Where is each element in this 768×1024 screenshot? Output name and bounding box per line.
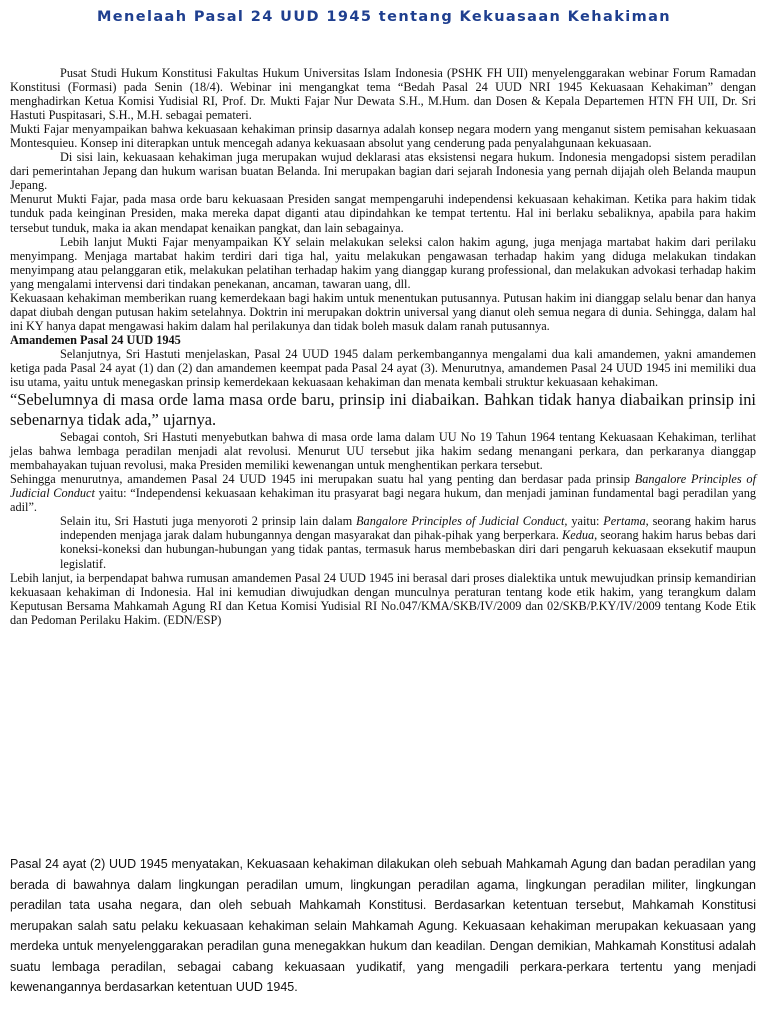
page-title: Menelaah Pasal 24 UUD 1945 tentang Kekuasaan Kehakiman — [96, 9, 672, 25]
text-run: yaitu: — [567, 514, 604, 529]
paragraph-orde-baru: Menurut Mukti Fajar, pada masa orde baru kekuasaan Presiden sangat mempengaruhi independensi kekuasaan kehakiman. Ketika para hakim tidak tunduk pada keinginan Presiden, maka mereka dapat diganti atau dipindahkan ke tempat tertentu. Hal ini berlaku sebaliknya, apabila para hakim tersebut tunduk, maka ia akan mendapat kenaikan pangkat, dan lain sebagainya. — [10, 192, 756, 235]
paragraph-two-principles — [10, 514, 756, 570]
italic-text: Kedua — [562, 528, 595, 543]
text-run: yaitu: “Independensi kekuasaan kehakiman itu prasyarat bagi negara hukum, dan menjadi jaminan fundamental bagi peradilan yang adil”. — [10, 486, 757, 515]
text-run: , seorang hakim harus bebas dari koneksi-koneksi dan hubungan-hubungan yang tidak pantas, termasuk harus membebaskan diri dari pengaruh kekuasaan eksekutif maupun legislatif. — [60, 528, 756, 571]
paragraph-kode-etik: Lebih lanjut, ia berpendapat bahwa rumusan amandemen Pasal 24 UUD 1945 ini berasal dari proses dialektika untuk mewujudkan prinsip kemandirian kekuasaan kehakiman di Indonesia. Hal ini kemudian diwujudkan dengan munculnya peraturan tentang kode etik hakim, yang terangkum dalam Keputusan Bersama Mahkamah Agung RI dan Ketua Komisi Yudisial RI No.047/KMA/SKB/IV/2009 dan 02/SKB/P.KY/IV/2009 tentang Kode Etik dan Pedoman Perilaku Hakim. (EDN/ESP) — [10, 570, 756, 627]
paragraph-orde-lama-example: Sebagai contoh, Sri Hastuti menyebutkan bahwa di masa orde lama dalam UU No 19 Tahun 1964 tentang Kekuasaan Kehakiman, terlihat jelas bahwa lembaga peradilan menjadi alat revolusi. Menurut UU tersebut jika hakim sedang menangani perkara, dan perkaranya dianggap membahayakan tujuan revolusi, maka Presiden memiliki kewenangan untuk menghentikan perkara tersebut. — [10, 430, 756, 473]
paragraph-ky-martabat: Lebih lanjut Mukti Fajar menyampaikan KY selain melakukan seleksi calon hakim agung, juga menjaga martabat hakim dari perilaku menyimpang. Menjaga martabat hakim terdiri dari tiga hal, yaitu melakukan pengawasan terhadap hakim yang diduga melakukan tindakan menyimpang atau pelanggaran etik, melakukan pelatihan terhadap hakim yang dianggap kurang professional, dan melakukan advokasi terhadap hakim yang mengalami intervensi dari tindakan penekanan, ancaman, tawaran uang, dll. — [10, 234, 756, 291]
paragraph-intro: Pusat Studi Hukum Konstitusi Fakultas Hukum Universitas Islam Indonesia (PSHK FH UII) menyelenggarakan webinar Forum Ramadan Konstitusi (Formasi) pada Senin (18/4). Webinar ini mengangkat tema “Bedah Pasal 24 UUD NRI 1945 Kekuasaan Kehakiman” dengan menghadirkan Ketua Komisi Yudisial RI, Prof. Dr. Mukti Fajar Nur Dewata S.H., M.Hum. dan Dosen & Kepala Departemen HTN FH UII, Dr. Sri Hastuti Puspitasari, S.H., M.H. sebagai pemateri. — [10, 66, 756, 123]
paragraph-bangalore-principle — [10, 472, 756, 514]
italic-text: Bangalore Principles of Judicial Conduct, — [356, 514, 568, 529]
italic-text: Pertama — [603, 514, 646, 529]
paragraph-putusan-hakim: Kekuasaan kehakiman memberikan ruang kemerdekaan bagi hakim untuk menentukan putusannya. Putusan hakim ini dianggap selalu benar dan hanya dapat diubah dengan putusan hakim setelahnya. Doktrin ini merupakan doktrin universal yang dianut oleh semua negara di dunia. Sehingga, dalam hal ini KY hanya dapat mengawasi hakim dalam hal perilakunya dan tidak boleh masuk dalam ranah putusannya. — [10, 290, 756, 333]
closing-paragraph: Pasal 24 ayat (2) UUD 1945 menyatakan, Kekuasaan kehakiman dilakukan oleh sebuah Mahkamah Agung dan badan peradilan yang berada di bawahnya dalam lingkungan peradilan umum, lingkungan peradilan agama, lingkungan peradilan militer, lingkungan peradilan tata usaha negara, dan oleh sebuah Mahkamah Konstitusi. Berdasarkan ketentuan tersebut, Mahkamah Konstitusi merupakan salah satu pelaku kekuasaan kehakiman selain Mahkamah Agung. Kekuasaan kehakiman merupakan kekuasaan yang merdeka untuk menyelenggarakan peradilan guna menegakkan hukum dan keadilan. Dengan demikian, Mahkamah Konstitusi adalah suatu lembaga peradilan, sebagai cabang kekuasaan yudikatif, yang mengadili perkara-perkara tertentu yang menjadi kewenangannya berdasarkan ketentuan UUD 1945. — [10, 857, 756, 995]
text-run: Sehingga menurutnya, amandemen Pasal 24 UUD 1945 ini merupakan suatu hal yang penting dan berdasar pada prinsip — [10, 472, 635, 487]
article-body — [10, 66, 756, 627]
section-heading-amandemen: Amandemen Pasal 24 UUD 1945 — [10, 332, 181, 347]
pull-quote: “Sebelumnya di masa orde lama masa orde baru, prinsip ini diabaikan. Bahkan tidak hanya diabaikan prinsip ini sebenarnya tidak ada,” ujarnya. — [10, 390, 756, 429]
text-run: Selain itu, Sri Hastuti juga menyoroti 2 prinsip lain dalam — [60, 514, 357, 529]
paragraph-montesquieu: Mukti Fajar menyampaikan bahwa kekuasaan kehakiman prinsip dasarnya adalah konsep negara modern yang menganut sistem pemisahan kekuasaan Montesquieu. Konsep ini diterapkan untuk mencegah adanya kekuasaan absolut yang cenderung pada penyalahgunaan kekuasaan. — [10, 122, 756, 151]
paragraph-negara-hukum: Di sisi lain, kekuasaan kehakiman juga merupakan wujud deklarasi atas eksistensi negara hukum. Indonesia mengadopsi sistem peradilan dari pemerintahan Jepang dan hukum warisan buatan Belanda. Ini merupakan bagian dari sejarah Indonesia yang pernah dijajah oleh Belanda maupun Jepang. — [10, 150, 756, 193]
text-run: , seorang hakim harus independen menjaga jarak dalam hubungannya dengan masyarakat dan pihak-pihak yang berperkara. — [60, 514, 756, 543]
paragraph-amandemen: Selanjutnya, Sri Hastuti menjelaskan, Pasal 24 UUD 1945 dalam perkembangannya mengalami dua kali amandemen, yakni amandemen ketiga pada Pasal 24 ayat (1) dan (2) dan amandemen keempat pada Pasal 24 ayat (3). Menurutnya, amandemen Pasal 24 UUD 1945 ini memiliki dua isu utama, yaitu untuk menegaskan prinsip kemerdekaan kekuasaan kehakiman dan menata kembali struktur kekuasaan kehakiman. — [10, 346, 756, 390]
italic-text: Bangalore Principles of Judicial Conduct — [10, 472, 756, 501]
